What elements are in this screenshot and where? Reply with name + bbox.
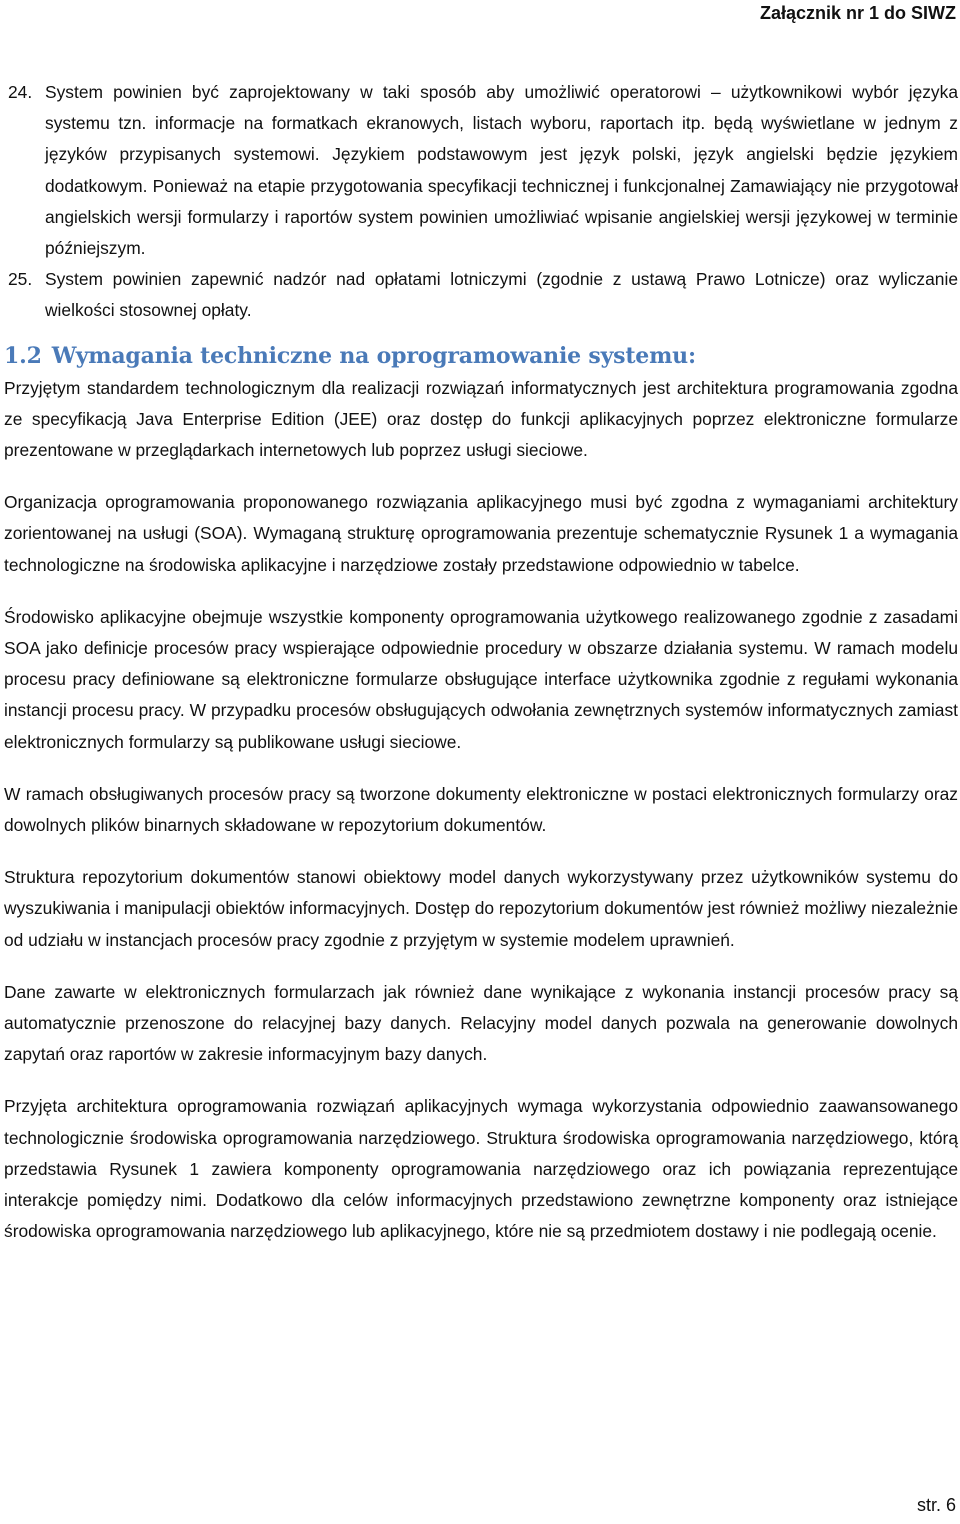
paragraph: Struktura repozytorium dokumentów stanowi obiektowy model danych wykorzystywany przez użytkowników systemu do wyszukiwania i manipulacji obiektów informacyjnych. Dostęp do repozytorium dokumentów jest również możliwy niezależnie od udziału w instancjach procesów pracy zgodnie z przyjętym w systemie modelem uprawnień.: [4, 867, 958, 950]
paragraph: Dane zawarte w elektronicznych formularzach jak również dane wynikające z wykonania instancji procesów pracy są automatycznie przenoszone do relacyjnej bazy danych. Relacyjny model danych pozwala na generowanie dowolnych zapytań oraz raportów w zakresie informacyjnym bazy danych.: [4, 981, 958, 1065]
section-title: Wymagania techniczne na oprogramowanie systemu:: [51, 342, 696, 369]
section-heading: [4, 339, 958, 373]
paragraph: Organizacja oprogramowania proponowanego rozwiązania aplikacyjnego musi być zgodna z wymaganiami architektury zorientowanej na usługi (SOA). Wymaganą strukturę oprogramowania prezentuje schematycznie Rysunek 1 a wymagania technologiczne na środowiska aplikacyjne i narzędziowe zostały przedstawione odpowiednio w tabelce.: [4, 492, 958, 575]
paragraph: Przyjęta architektura oprogramowania rozwiązań aplikacyjnych wymaga wykorzystania odpowiednio zaawansowanego technologicznie środowiska oprogramowania narzędziowego. Struktura środowiska oprogramowania narzędziowego, którą przedstawia Rysunek 1 zawiera komponenty oprogramowania narzędziowego oraz ich powiązania reprezentujące interakcje pomiędzy nimi. Dodatkowo dla celów informacyjnych przedstawiono zewnętrzne komponenty oraz istniejące środowiska oprogramowania narzędziowego lub aplikacyjnego, które nie są przedmiotem dostawy i nie podlegają ocenie.: [4, 1096, 958, 1242]
list-item: [4, 77, 958, 264]
requirements-list: [4, 77, 958, 327]
list-item-text: System powinien być zaprojektowany w taki sposób aby umożliwić operatorowi – użytkownikowi wybór języka systemu tzn. informacje na formatkach ekranowych, listach wyboru, raportach itp. będą wyświetlane w jednym z języków przypisanych systemowi. Językiem podstawowym jest język polski, język angielski będzie językiem dodatkowym. Ponieważ na etapie przygotowania specyfikacji technicznej i funkcjonalnej Zamawiający nie przygotował angielskich wersji formularzy i raportów system powinien umożliwiać wpisanie angielskiej wersji językowej w terminie późniejszym.: [45, 82, 958, 259]
list-item-number: 25.: [8, 269, 33, 290]
attachment-header: Załącznik nr 1 do SIWZ: [759, 3, 956, 23]
list-item: [4, 264, 958, 326]
page-number: str. 6: [916, 1495, 956, 1515]
list-item-text: System powinien zapewnić nadzór nad opłatami lotniczymi (zgodnie z ustawą Prawo Lotnicze) oraz wyliczanie wielkości stosownej opłaty.: [45, 269, 958, 321]
document-body: [4, 77, 958, 1269]
list-item-number: 24.: [8, 82, 33, 102]
section-number: 1.2: [4, 342, 42, 369]
paragraph: W ramach obsługiwanych procesów pracy są tworzone dokumenty elektroniczne w postaci elektronicznych formularzy oraz dowolnych plików binarnych składowane w repozytorium dokumentów.: [4, 783, 958, 836]
paragraph: Przyjętym standardem technologicznym dla realizacji rozwiązań informatycznych jest architektura programowania zgodna ze specyfikacją Java Enterprise Edition (JEE) oraz dostęp do funkcji aplikacyjnych poprzez elektroniczne formularze prezentowane w przeglądarkach internetowych lub poprzez usługi sieciowe.: [4, 377, 958, 461]
paragraph: Środowisko aplikacyjne obejmuje wszystkie komponenty oprogramowania użytkowego realizowanego zgodnie z zasadami SOA jako definicje procesów pracy wspierające odpowiednie procedury w obszarze działania systemu. W ramach modelu procesu pracy definiowane są elektroniczne formularze obsługujące interface użytkownika zgodnie z regułami wykonania instancji procesu pracy. W przypadku procesów obsługujących odwołania zewnętrznych systemów informatycznych zamiast elektronicznych formularzy są publikowane usługi sieciowe.: [4, 606, 958, 752]
